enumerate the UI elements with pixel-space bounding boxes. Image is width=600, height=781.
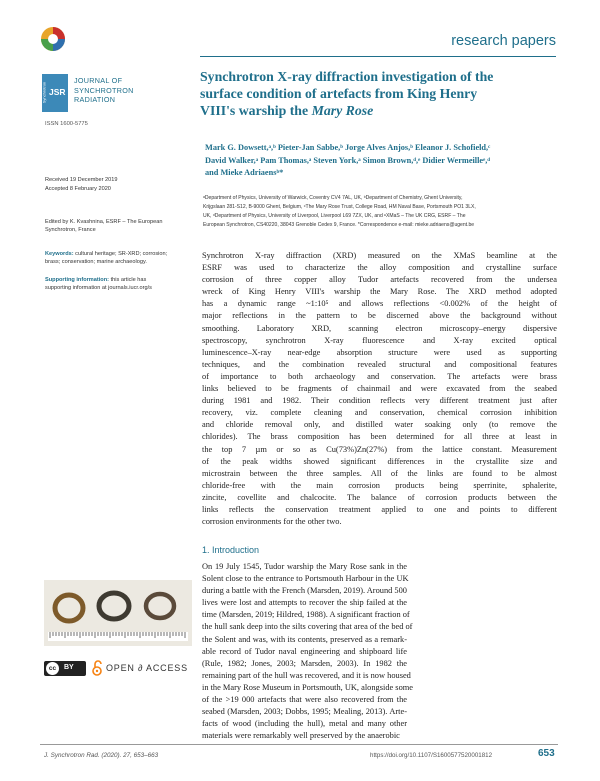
issn: ISSN 1600-5775 — [45, 121, 88, 127]
author-list — [205, 142, 561, 180]
keywords-text: cultural heritage; SR-XRD; corrosion; — [73, 251, 168, 257]
introduction-line: Solent close to the entrance to Portsmouth Harbour in the UK — [202, 574, 409, 584]
abstract-line: zincite, covellite and chalcocite. The balance of corrosion products between the — [202, 492, 557, 502]
abstract-line: spectroscopy, synchrotron X-ray fluorescence and X-ray excited optical — [202, 335, 557, 345]
abstract-line: and chloride removal only, and distilled water soaking only (to remove the — [202, 420, 557, 430]
introduction-line: (Rule, 1982; Jones, 2003; Marsden, 2003). In 1982 the — [202, 658, 407, 668]
title-line: Synchrotron X-ray diffraction investigation of the — [200, 69, 494, 84]
journal-name-line: JOURNAL OF — [74, 76, 123, 85]
abstract-line: smoothing. Laboratory XRD, scanning electron microscopy–energy dispersive — [202, 323, 557, 333]
edited-by-line: Synchrotron, France — [45, 227, 96, 233]
abstract-line: corrosion environments for the other two. — [202, 517, 342, 527]
supporting-label: Supporting information: — [45, 277, 110, 283]
footer-citation: J. Synchrotron Rad. (2020). 27, 653–663 — [44, 752, 159, 759]
introduction-line: seabed (Marsden, 2003; Dobbs, 1995; Mealing, 2013). Arte- — [202, 707, 407, 717]
abstract-line: wreck of King Henry VIII's warship the Mary Rose. The XRD method adopted — [202, 287, 557, 297]
abstract-line: recovery, viz. complete cleaning and conservation, chemical corrosion inhibition — [202, 408, 557, 418]
abstract-line: links reflects the conservation treatment applied to one and points to different — [202, 504, 557, 514]
introduction-line: materials were remarkably well preserved by the anaerobic — [202, 731, 400, 741]
introduction-line: of the >19 000 artefacts that were also recovered from the — [202, 695, 407, 705]
journal-logo — [42, 74, 68, 112]
edited-by-line: Edited by K. Kvashnina, ESRF – The European — [45, 219, 163, 225]
abstract-line: corrosion of three copper alloy Tudor artefacts recovered from the undersea — [202, 275, 557, 285]
journal-name-line: RADIATION — [74, 95, 116, 105]
abstract-line: during 1981 and 1982. Their condition reflects very different treatment just after — [202, 396, 557, 406]
journal-name-line: SYNCHROTRON — [74, 85, 134, 95]
by-label: BY — [64, 664, 74, 671]
introduction-line: lives were lost and attempts to recover the ship failed at the — [202, 598, 407, 608]
supporting-text: this article has — [109, 277, 147, 283]
supporting-link[interactable]: supporting information at journals.iucr.org/s — [45, 285, 152, 291]
abstract-line: major reflections in the pattern to be discerned above the background without — [202, 311, 557, 321]
introduction-line: in the Mary Rose Museum in Portsmouth, UK, alongside some — [202, 682, 413, 692]
journal-logo-side-text: Synchrotron — [41, 81, 47, 104]
abstract-line: ESRF was used to characterize the alloy composition and crystalline surface — [202, 263, 557, 273]
introduction-line: facts of wood (including the hull), metal and many other — [202, 719, 407, 729]
abstract-line: of the peak widths showed significant differences in the crystallite size and — [202, 456, 557, 466]
affiliation-line: UK, ᵈDepartment of Physics, University of Liverpool, Liverpool L69 7ZX, UK, and ᵉXMaS – The UK CRG, ESRF – The — [203, 213, 466, 219]
affiliation-line: European Synchrotron, CS40220, 38043 Grenoble Cedex 9, France. *Correspondence e-mail: mieke.adriaens@ugent.be — [203, 222, 475, 228]
iucr-logo-icon — [40, 26, 66, 52]
abstract-line: has a dynamic range ~1:10⁵ and allows reflections <0.002% of the height of — [202, 299, 557, 309]
artefact-photo — [44, 580, 192, 646]
introduction-line: able record of Tudor naval engineering and shipboard life — [202, 646, 407, 656]
introduction-line: during a battle with the French (Marsden, 2019). Around 500 — [202, 586, 407, 596]
journal-logo-abbr: JSR — [49, 87, 66, 97]
accepted-date: Accepted 8 February 2020 — [45, 186, 111, 192]
keywords-label: Keywords: — [45, 251, 74, 257]
introduction-line: On 19 July 1545, Tudor warship the Mary Rose sank in the — [202, 562, 407, 571]
edited-by — [45, 218, 162, 234]
abstract-line: Synchrotron X-ray diffraction (XRD) measured on the XMaS beamline at the — [202, 251, 557, 260]
introduction-line: the Solent and was, with its contents, preserved as a remark- — [202, 634, 407, 644]
introduction-line: remaining part of the hull was recovered, and it is now housed — [202, 670, 411, 680]
abstract-line: of importance to both archaeology and conservation. The artefacts were brass — [202, 371, 557, 381]
author-line: and Mieke Adriaensᵇ* — [205, 168, 284, 178]
section-header: research papers — [451, 33, 556, 49]
title-line: surface condition of artefacts from King Henry — [200, 86, 478, 101]
author-line: Mark G. Dowsett,ᵃ,ᵇ Pieter-Jan Sabbe,ᵇ Jorge Alves Anjos,ᵇ Eleanor J. Schofield,ᶜ — [205, 143, 491, 152]
journal-name — [74, 76, 134, 105]
title-line — [200, 102, 560, 119]
affiliation-line: Krijgslaan 281-S12, B-9000 Ghent, Belgium, ᶜThe Mary Rose Trust, College Road, HM Naval Base, Portsmouth PO1 3LX, — [203, 204, 476, 210]
page-number: 653 — [538, 748, 555, 759]
abstract — [202, 250, 557, 528]
cc-icon — [46, 662, 59, 675]
header-rule — [200, 56, 556, 57]
cc-by-badge[interactable] — [44, 661, 86, 676]
abstract-line: techniques, and the combination revealed structural and compositional features — [202, 359, 557, 369]
open-lock-icon — [92, 660, 102, 676]
section-heading: 1. Introduction — [202, 545, 260, 555]
footer-doi[interactable]: https://doi.org/10.1107/S1600577520001812 — [370, 752, 493, 759]
abstract-line: luminescence–X-ray near-edge absorption structure were used as supporting — [202, 347, 557, 357]
introduction-text — [202, 561, 413, 742]
keywords-text: brass; conservation; marine archaeology. — [45, 259, 147, 265]
affiliations — [203, 194, 563, 230]
keywords — [45, 250, 167, 266]
title-prefix: VIII's warship the — [200, 103, 312, 118]
introduction-line: time (Marsden, 2019; Hildred, 1988). A significant fraction of — [202, 610, 410, 620]
introduction-line: the hull sank deep into the silts covering that area of the bed of — [202, 622, 413, 632]
received-date: Received 19 December 2019 — [45, 177, 118, 183]
abstract-line: links believed to be fragments of chainmail and were excavated from the seabed — [202, 384, 557, 394]
author-line: David Walker,ᵃ Pam Thomas,ᵃ Steven York,ᵃ Simon Brown,ᵈ,ᵉ Didier Wermeilleᵉ,ᵈ — [205, 155, 491, 165]
open-access-label: OPEN ∂ ACCESS — [106, 663, 188, 673]
cc-text: cc — [48, 665, 57, 672]
footer-rule — [40, 744, 558, 745]
title-ship-name: Mary Rose — [311, 103, 374, 118]
abstract-line: chlorides). The brass composition has been determined for all three at least in — [202, 432, 557, 442]
abstract-line: the top 7 µm or so as Cu(73%)Zn(27%) from the lattice constant. Measurement — [202, 444, 557, 454]
supporting-information[interactable] — [45, 276, 152, 292]
abstract-line: microstrain between the three samples. All of the links are found to be almost — [202, 468, 557, 478]
abstract-line: chloride-free with the main corrosion products being sperrinite, sphalerite, — [202, 480, 557, 490]
article-title — [200, 68, 560, 119]
affiliation-line: ᵃDepartment of Physics, University of Warwick, Coventry CV4 7AL, UK, ᵇDepartment of Chemistry, Ghent University, — [203, 195, 463, 201]
